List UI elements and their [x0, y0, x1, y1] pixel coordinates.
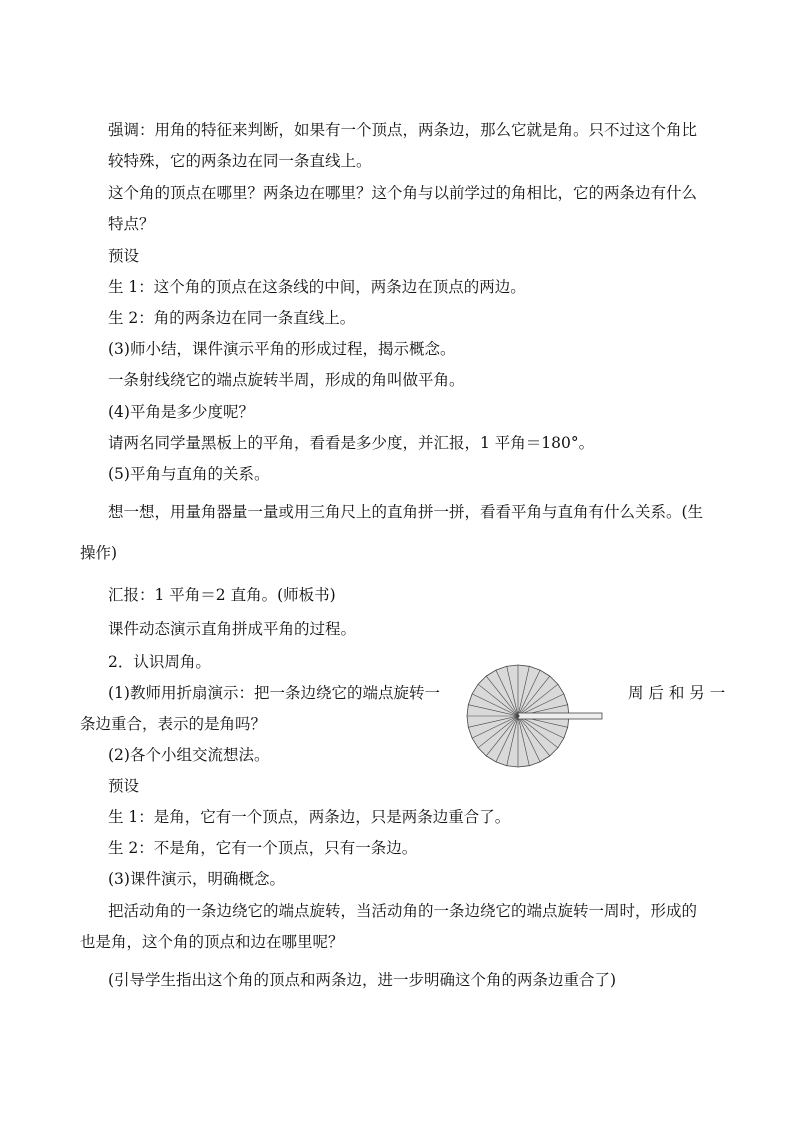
text-line: (引导学生指出这个角的顶点和两条边，进一步明确这个角的两条边重合了) [108, 971, 617, 989]
text-line: (3)课件演示，明确概念。 [108, 870, 285, 888]
folding-fan-figure [462, 663, 610, 773]
text-line: 2．认识周角。 [108, 653, 211, 671]
text-line: 较特殊，它的两条边在同一条直线上。 [108, 152, 372, 170]
text-line: (1)教师用折扇演示：把一条边绕它的端点旋转一 [108, 684, 440, 702]
fan-handle [518, 713, 602, 719]
text-line: 生 1：这个角的顶点在这条线的中间，两条边在顶点的两边。 [108, 278, 526, 296]
text-line: 生 2：角的两条边在同一条直线上。 [108, 309, 356, 327]
text-line: 想一想，用量角器量一量或用三角尺上的直角拼一拼，看看平角与直角有什么关系。(生 [108, 503, 704, 521]
text-line: 这个角的顶点在哪里？两条边在哪里？这个角与以前学过的角相比，它的两条边有什么 [108, 184, 698, 202]
text-line: 生 2：不是角，它有一个顶点，只有一条边。 [108, 839, 418, 857]
text-line: 汇报：1 平角＝2 直角。(师板书) [108, 586, 336, 604]
folding-fan-full-circle-icon [462, 663, 610, 773]
text-line: (5)平角与直角的关系。 [108, 465, 270, 483]
text-line: 预设 [108, 247, 140, 265]
text-line: 一条射线绕它的端点旋转半周，形成的角叫做平角。 [108, 371, 465, 389]
text-line: (3)师小结，课件演示平角的形成过程，揭示概念。 [108, 340, 456, 358]
text-line: 把活动角的一条边绕它的端点旋转，当活动角的一条边绕它的端点旋转一周时，形成的 [108, 902, 698, 920]
text-line: 课件动态演示直角拼成平角的过程。 [108, 620, 357, 638]
text-line: (4)平角是多少度呢？ [108, 403, 254, 421]
text-line: 也是角，这个角的顶点和边在哪里呢？ [80, 933, 344, 951]
text-line: 周 后 和 另 一 [628, 684, 726, 702]
text-line: 生 1：是角，它有一个顶点，两条边，只是两条边重合了。 [108, 808, 511, 826]
text-line: 请两名同学量黑板上的平角，看看是多少度，并汇报，1 平角＝180°。 [108, 434, 595, 452]
text-line: 强调：用角的特征来判断，如果有一个顶点，两条边，那么它就是角。只不过这个角比 [108, 121, 698, 139]
text-line: 操作) [80, 544, 118, 562]
text-line: 特点？ [108, 215, 155, 233]
text-line: (2)各个小组交流想法。 [108, 746, 270, 764]
text-line: 预设 [108, 777, 140, 795]
text-line: 条边重合，表示的是角吗？ [80, 715, 267, 733]
fan-pivot [517, 715, 520, 718]
